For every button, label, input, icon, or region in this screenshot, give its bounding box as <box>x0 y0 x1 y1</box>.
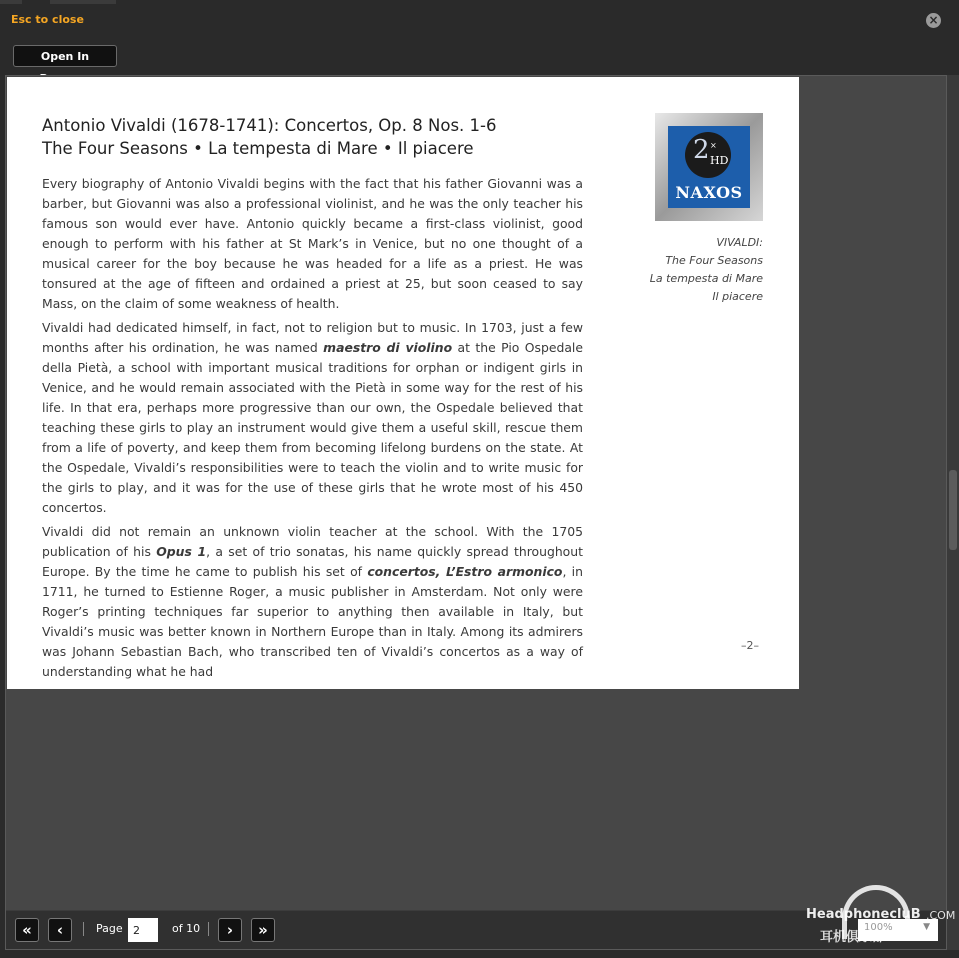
watermark-text: .COM <box>926 909 956 922</box>
toolbar-divider <box>208 922 209 936</box>
paragraph: Vivaldi had dedicated himself, in fact, not to religion but to music. In 1703, just a few months after his ordination, he was named maestro di violino at the Pio Ospedale della Pietà, a school with important musical traditions for orphan or indigent girls in Venice, and he would remain associated with the Pietà in some way for the rest of his life. In that era, perhaps more progressive than our own, the Ospedale believed that teaching these girls to play an instrument would give them a useful skill, rescue them from a life of poverty, and keep them from becoming lifelong burdens on the state. At the Ospedale, Vivaldi’s responsibilities were to teach the violin and to write music for the girls to play, and it was for the use of these girls that he wrote most of his 450 concertos. <box>42 320 583 515</box>
scrollbar-thumb[interactable] <box>949 470 957 550</box>
page-label: Page <box>96 922 123 935</box>
zoom-select[interactable] <box>858 919 938 941</box>
open-in-browser-button[interactable]: Open In <box>13 45 117 67</box>
previous-page-icon[interactable]: ‹ <box>48 918 72 942</box>
top-bar <box>0 0 959 76</box>
caption-line: The Four Seasons <box>665 254 763 267</box>
page-number-input[interactable] <box>128 918 158 942</box>
esc-to-close-label: Esc to close <box>11 13 84 26</box>
caption-line: VIVALDI: <box>716 236 763 249</box>
document-title-line-1: Antonio Vivaldi (1678-1741): Concertos, Op. 8 Nos. 1-6 <box>42 116 497 135</box>
top-tab-strip <box>0 0 959 4</box>
document-body <box>42 174 583 686</box>
2xhd-logo: 2 × HD <box>685 132 731 178</box>
caption-line: La tempesta di Mare <box>649 272 763 285</box>
album-cover-art <box>668 126 750 208</box>
next-page-icon[interactable]: › <box>218 918 242 942</box>
naxos-logo: NAXOS <box>675 183 743 202</box>
caption-line: Il piacere <box>712 290 763 303</box>
album-cover <box>655 113 763 221</box>
chevron-down-icon: ▼ <box>923 922 930 932</box>
watermark-text: 耳机俱乐部 <box>820 930 886 945</box>
document-title-line-2: The Four Seasons • La tempesta di Mare • Il piacere <box>42 139 474 158</box>
document-title <box>42 114 496 160</box>
page-marker: –2– <box>741 639 759 652</box>
page-count-label: of 10 <box>172 922 201 935</box>
top-tab-fragment[interactable] <box>0 0 22 4</box>
paragraph: Every biography of Antonio Vivaldi begins with the fact that his father Giovanni was a barber, but Giovanni was also a professional violinist, and he was the only teacher his famous son would ever have. Antonio quickly became a first-class violinist, good enough to perform with his father at St Mark’s in Venice, but no one thought of a musical career for the boy because he was headed for a life as a priest. He was tonsured at the age of fifteen and ordained a priest at 25, but soon ceased to say Mass, on the claim of some weakness of health. <box>42 176 583 311</box>
first-page-icon[interactable]: « <box>15 918 39 942</box>
album-caption <box>607 234 763 306</box>
toolbar-divider <box>83 922 84 936</box>
top-tab-fragment[interactable] <box>50 0 116 4</box>
watermark-text: HeadphonecluB <box>806 907 921 922</box>
last-page-icon[interactable]: » <box>251 918 275 942</box>
document-page <box>7 77 799 689</box>
zoom-value: 100% <box>864 922 893 933</box>
close-icon[interactable]: × <box>926 13 941 28</box>
paragraph: Vivaldi did not remain an unknown violin teacher at the school. With the 1705 publication of his Opus 1, a set of trio sonatas, his name quickly spread throughout Europe. By the time he came to publish his set of concertos, L’Estro armonico, in 1711, he turned to Estienne Roger, a music publisher in Amsterdam. Not only were Roger’s printing techniques far superior to anything then available in Italy, but Vivaldi’s music was better known in Northern Europe than in Italy. Among its admirers was Johann Sebastian Bach, who transcribed ten of Vivaldi’s concertos as a way of understanding what he had <box>42 524 583 679</box>
